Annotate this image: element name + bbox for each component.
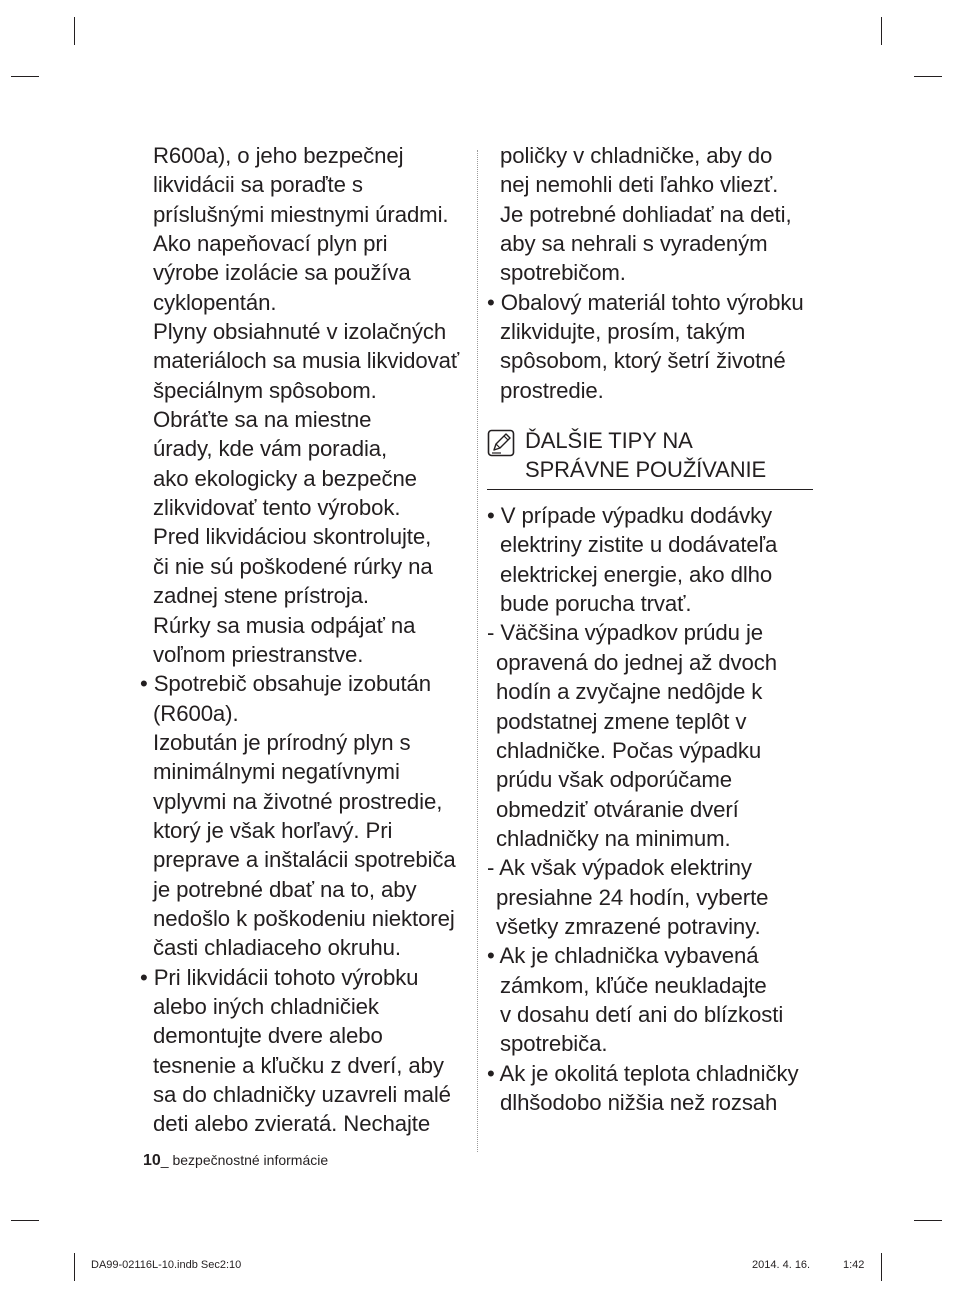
- text-line: príslušnými miestnymi úradmi.: [153, 201, 449, 227]
- note-pencil-icon: [487, 429, 515, 457]
- right-column-bottom: [487, 501, 817, 1117]
- text-line: • Spotrebič obsahuje izobután: [140, 671, 432, 697]
- section-heading-title: [525, 426, 766, 484]
- text-line: Rúrky sa musia odpájať na: [153, 612, 416, 638]
- text-line: Plyny obsiahnuté v izolačných: [153, 319, 447, 345]
- text-line: • V prípade výpadku dodávky: [487, 503, 773, 529]
- text-line: dlhšodobo nižšia než rozsah: [500, 1089, 778, 1115]
- text-line: Obráťte sa na miestne: [153, 407, 372, 433]
- crop-mark: [881, 1253, 882, 1281]
- text-line: aby sa nehrali s vyradeným: [500, 231, 768, 257]
- text-line: spotrebiča.: [500, 1031, 608, 1057]
- text-line: prostredie.: [500, 377, 604, 403]
- crop-mark: [914, 1220, 942, 1221]
- text-line: tesnenie a kľučku z dverí, aby: [153, 1052, 444, 1078]
- column-divider: [477, 150, 478, 1152]
- crop-mark: [11, 1220, 39, 1221]
- text-line: zámkom, kľúče neukladajte: [500, 972, 767, 998]
- section-heading-line: SPRÁVNE POUŽÍVANIE: [525, 457, 767, 483]
- text-line: elektrickej energie, ako dlho: [500, 561, 773, 587]
- text-line: úrady, kde vám poradia,: [153, 436, 388, 462]
- section-heading-line: ĎALŠIE TIPY NA: [525, 428, 693, 454]
- text-line: Izobután je prírodný plyn s: [153, 729, 411, 755]
- left-column: [140, 141, 475, 1139]
- text-line: preprave a inštalácii spotrebiča: [153, 847, 456, 873]
- print-slug-date: 2014. 4. 16.: [752, 1259, 811, 1271]
- text-line: spôsobom, ktorý šetrí životné: [500, 348, 786, 374]
- text-line: všetky zmrazené potraviny.: [496, 913, 761, 939]
- crop-mark: [74, 17, 75, 45]
- text-line: špeciálnym spôsobom.: [153, 377, 377, 403]
- text-line: bude porucha trvať.: [500, 591, 692, 617]
- page-number: 10: [143, 1152, 161, 1169]
- text-line: ako ekologicky a bezpečne: [153, 465, 417, 491]
- section-heading: [487, 426, 817, 492]
- text-line: podstatnej zmene teplôt v: [496, 708, 747, 734]
- text-line: spotrebičom.: [500, 260, 626, 286]
- text-line: nej nemohli deti ľahko vliezť.: [500, 172, 779, 198]
- text-line: - Ak však výpadok elektriny: [487, 855, 752, 881]
- text-line: je potrebné dbať na to, aby: [153, 876, 417, 902]
- crop-mark: [881, 17, 882, 45]
- text-line: v dosahu detí ani do blízkosti: [500, 1001, 784, 1027]
- text-line: minimálnymi negatívnymi: [153, 759, 400, 785]
- text-line: materiáloch sa musia likvidovať: [153, 348, 460, 374]
- crop-mark: [74, 1253, 75, 1281]
- page-footer: [143, 1152, 328, 1170]
- text-line: likvidácii sa poraďte s: [153, 172, 363, 198]
- right-column-top: [487, 141, 817, 405]
- crop-mark: [11, 76, 39, 77]
- text-line: sa do chladničky uzavreli malé: [153, 1082, 451, 1107]
- text-line: poličky v chladničke, aby do: [500, 143, 773, 168]
- section-label: _ bezpečnostné informácie: [160, 1152, 329, 1168]
- text-line: • Ak je okolitá teplota chladničky: [487, 1060, 799, 1086]
- text-line: chladničky na minimum.: [496, 825, 731, 851]
- text-line: presiahne 24 hodín, vyberte: [496, 884, 769, 910]
- text-line: zlikvidujte, prosím, takým: [500, 319, 746, 345]
- text-line: cyklopentán.: [153, 289, 277, 315]
- text-line: či nie sú poškodené rúrky na: [153, 553, 433, 579]
- text-line: zlikvidovať tento výrobok.: [153, 495, 401, 521]
- text-line: (R600a).: [153, 700, 239, 726]
- print-slug-time: 1:42: [843, 1259, 865, 1271]
- text-line: prúdu však odporúčame: [496, 767, 732, 793]
- text-line: zadnej stene prístroja.: [153, 583, 370, 609]
- text-line: chladničke. Počas výpadku: [496, 737, 762, 763]
- text-line: ktorý je však horľavý. Pri: [153, 817, 393, 843]
- text-line: nedošlo k poškodeniu niektorej: [153, 905, 455, 931]
- text-line: - Väčšina výpadkov prúdu je: [487, 620, 764, 646]
- crop-mark: [914, 76, 942, 77]
- print-slug-file: DA99-02116L-10.indb Sec2:10: [91, 1259, 242, 1271]
- text-line: výrobe izolácie sa používa: [153, 260, 411, 286]
- text-line: deti alebo zvieratá. Nechajte: [153, 1111, 431, 1137]
- right-column: [487, 141, 817, 1117]
- text-line: R600a), o jeho bezpečnej: [153, 143, 404, 168]
- text-line: elektriny zistite u dodávateľa: [500, 532, 778, 558]
- text-line: opravená do jednej až dvoch: [496, 649, 778, 675]
- text-line: alebo iných chladničiek: [153, 993, 379, 1019]
- text-line: Pred likvidáciou skontrolujte,: [153, 524, 432, 550]
- text-line: Ako napeňovací plyn pri: [153, 231, 388, 257]
- text-line: hodín a zvyčajne nedôjde k: [496, 679, 763, 705]
- text-line: vplyvmi na životné prostredie,: [153, 788, 443, 814]
- text-line: obmedziť otváranie dverí: [496, 796, 739, 822]
- text-line: • Ak je chladnička vybavená: [487, 943, 759, 969]
- text-line: Je potrebné dohliadať na deti,: [500, 201, 792, 227]
- text-line: demontujte dvere alebo: [153, 1023, 383, 1049]
- heading-underline: [487, 489, 813, 490]
- text-line: časti chladiaceho okruhu.: [153, 935, 401, 961]
- text-line: • Obalový materiál tohto výrobku: [487, 289, 804, 315]
- text-line: voľnom priestranstve.: [153, 641, 364, 667]
- text-line: • Pri likvidácii tohoto výrobku: [140, 964, 419, 990]
